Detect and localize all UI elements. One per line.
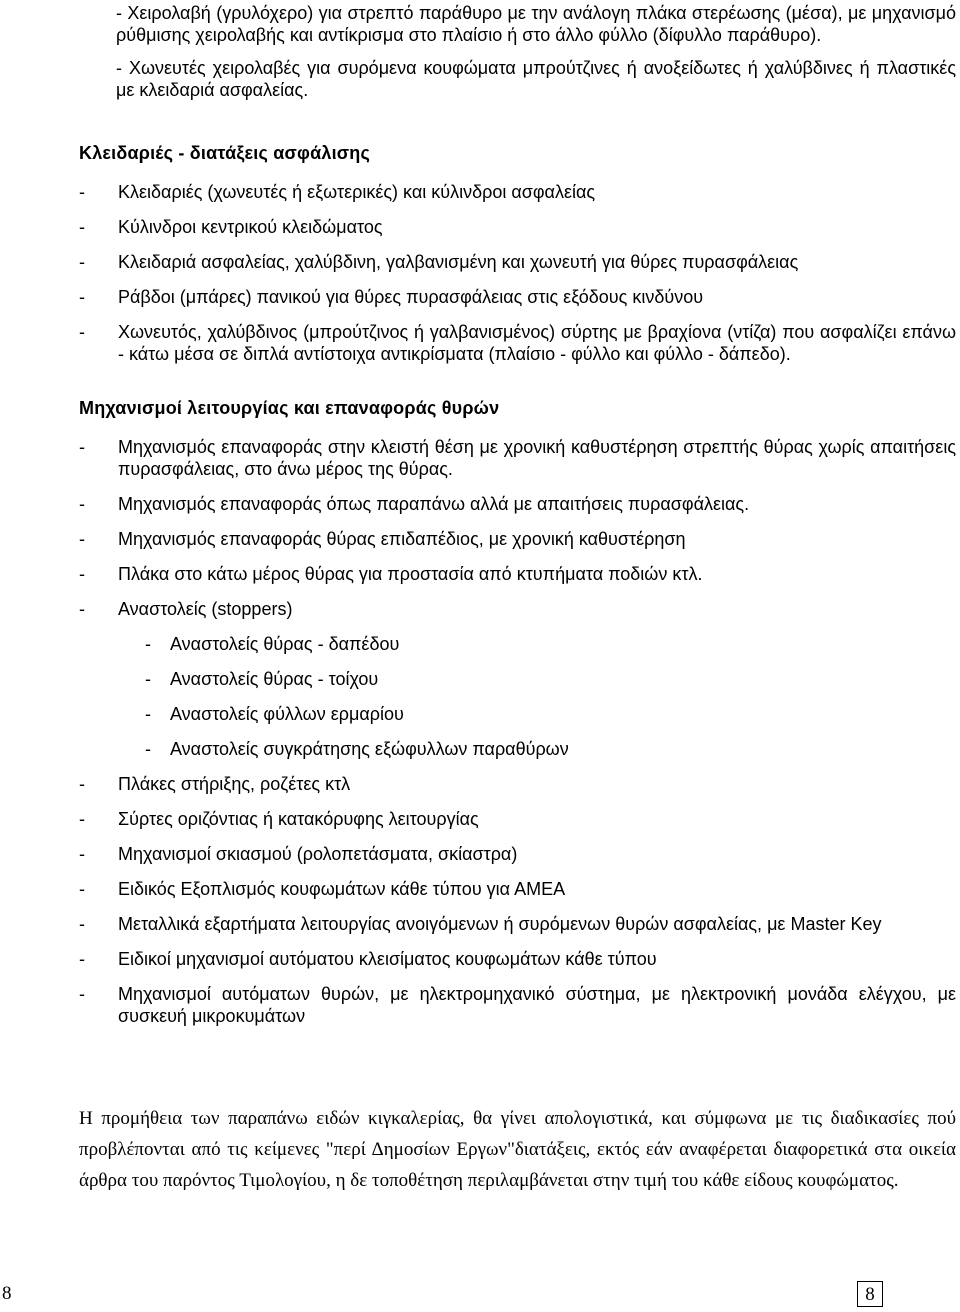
list-dash: - (79, 529, 85, 549)
list-item-text: Ράβδοι (μπάρες) πανικού για θύρες πυρασφάλειας στις εξόδους κινδύνου (118, 287, 704, 307)
list-item-text: Αναστολείς φύλλων ερμαρίου (170, 704, 404, 724)
list-item: - Χειρολαβή (γρυλόχερο) για στρεπτό παράθυρο με την ανάλογη πλάκα στερέωσης (μέσα), με μηχανισμό ρύθμισης χειρολαβής και αντίκρισμα στο πλαίσιο ή στο άλλο φύλλο (δίφυλλο παράθυρο). (116, 3, 956, 45)
list-dash: - (79, 494, 85, 514)
list-item (79, 843, 956, 865)
list-item (79, 436, 956, 480)
closing-paragraph: Η προμήθεια των παραπάνω ειδών κιγκαλερίας, θα γίνει απολογιστικά, και σύμφωνα με τις διαδικασίες πού προβλέπονται από τις κείμενες "περί Δημοσίων Εργων"διατάξεις, εκτός εάν αναφέρεται διαφορετικά στα οικεία άρθρα του παρόντος Τιμολογίου, η δε τοποθέτηση περιλαμβάνεται στην τιμή του κάθε είδους κουφώματος. (79, 1108, 956, 1191)
list-item-text: Μηχανισμοί σκιασμού (ρολοπετάσματα, σκίαστρα) (118, 844, 518, 864)
list-item (79, 321, 956, 365)
list-dash: - (79, 984, 85, 1004)
list-item-text: Μηχανισμοί αυτόματων θυρών, με ηλεκτρομηχανικό σύστημα, με ηλεκτρονική μονάδα ελέγχου, με συσκευή μικροκυμάτων (118, 984, 956, 1026)
list-dash: - (145, 739, 151, 759)
list-dash: - (79, 774, 85, 794)
list-item (79, 773, 956, 795)
list-item (79, 948, 956, 970)
list-item-text: Αναστολείς θύρας - τοίχου (170, 669, 379, 689)
list-item-text: Πλάκα στο κάτω μέρος θύρας για προστασία από κτυπήματα ποδιών κτλ. (118, 564, 703, 584)
sub-list-item (79, 738, 956, 760)
section-heading-mechanisms: Μηχανισμοί λειτουργίας και επαναφοράς θυρών (79, 398, 500, 418)
list-item-text: Αναστολείς θύρας - δαπέδου (170, 634, 400, 654)
list-dash: - (79, 949, 85, 969)
list-item-text: Μηχανισμός επαναφοράς στην κλειστή θέση με χρονική καθυστέρηση στρεπτής θύρας χωρίς απαιτήσεις πυρασφάλειας, στο άνω μέρος της θύρας. (118, 437, 956, 479)
list-dash: - (79, 599, 85, 619)
list-item (79, 983, 956, 1027)
sub-list-item (79, 668, 956, 690)
list-item-text: Πλάκες στήριξης, ροζέτες κτλ (118, 774, 351, 794)
locks-list (79, 181, 956, 365)
list-item-text: Χωνευτός, χαλύβδινος (μπρούτζινος ή γαλβανισμένος) σύρτης με βραχίονα (ντίζα) που ασφαλίζει επάνω - κάτω μέσα σε διπλά αντίστοιχα αντικρίσματα (πλαίσιο - φύλλο και φύλλο - δάπεδο). (118, 322, 956, 364)
list-item (79, 493, 956, 515)
list-dash: - (79, 287, 85, 307)
list-dash: - (79, 844, 85, 864)
list-dash: - (145, 704, 151, 724)
list-item (79, 216, 956, 238)
sub-list-item (79, 633, 956, 655)
section-heading-locks: Κλειδαριές - διατάξεις ασφάλισης (79, 143, 371, 163)
sub-list-item (79, 703, 956, 725)
list-dash: - (79, 809, 85, 829)
list-item-text: Κλειδαριές (χωνευτές ή εξωτερικές) και κύλινδροι ασφαλείας (118, 182, 596, 202)
list-item-text: Μεταλλικά εξαρτήματα λειτουργίας ανοιγόμενων ή συρόμενων θυρών ασφαλείας, με Master Key (118, 914, 882, 934)
list-dash: - (79, 322, 85, 342)
list-item-text: Σύρτες οριζόντιας ή κατακόρυφης λειτουργίας (118, 809, 479, 829)
list-item-text: Μηχανισμός επαναφοράς θύρας επιδαπέδιος, με χρονική καθυστέρηση (118, 529, 686, 549)
list-item (79, 598, 956, 620)
list-dash: - (79, 437, 85, 457)
list-item (79, 808, 956, 830)
list-item-text: Ειδικοί μηχανισμοί αυτόματου κλεισίματος κουφωμάτων κάθε τύπου (118, 949, 657, 969)
list-item (79, 181, 956, 203)
list-item (79, 286, 956, 308)
list-item-text: Αναστολείς (stoppers) (118, 599, 293, 619)
list-dash: - (79, 252, 85, 272)
list-item (79, 563, 956, 585)
list-item (79, 528, 956, 550)
page-number-box: 8 (857, 1281, 883, 1307)
list-dash: - (79, 879, 85, 899)
list-item-text: Κλειδαριά ασφαλείας, χαλύβδινη, γαλβανισμένη και χωνευτή για θύρες πυρασφάλειας (118, 252, 799, 272)
top-list (116, 2, 956, 112)
list-item (79, 251, 956, 273)
list-dash: - (79, 217, 85, 237)
page-number-left: 8 (2, 1283, 12, 1304)
list-dash: - (79, 914, 85, 934)
list-item-text: Μηχανισμός επαναφοράς όπως παραπάνω αλλά με απαιτήσεις πυρασφάλειας. (118, 494, 750, 514)
list-item-text: Κύλινδροι κεντρικού κλειδώματος (118, 217, 383, 237)
list-item-text: Ειδικός Εξοπλισμός κουφωμάτων κάθε τύπου για ΑΜΕΑ (118, 879, 566, 899)
list-dash: - (79, 182, 85, 202)
list-dash: - (145, 634, 151, 654)
list-item (79, 878, 956, 900)
list-item: - Χωνευτές χειρολαβές για συρόμενα κουφώματα μπρούτζινες ή ανοξείδωτες ή χαλύβδινες ή πλαστικές με κλειδαριά ασφαλείας. (116, 58, 956, 100)
list-dash: - (145, 669, 151, 689)
mechanisms-list (79, 436, 956, 1027)
list-item-text: Αναστολείς συγκράτησης εξώφυλλων παραθύρων (170, 739, 569, 759)
list-item (79, 913, 956, 935)
list-dash: - (79, 564, 85, 584)
